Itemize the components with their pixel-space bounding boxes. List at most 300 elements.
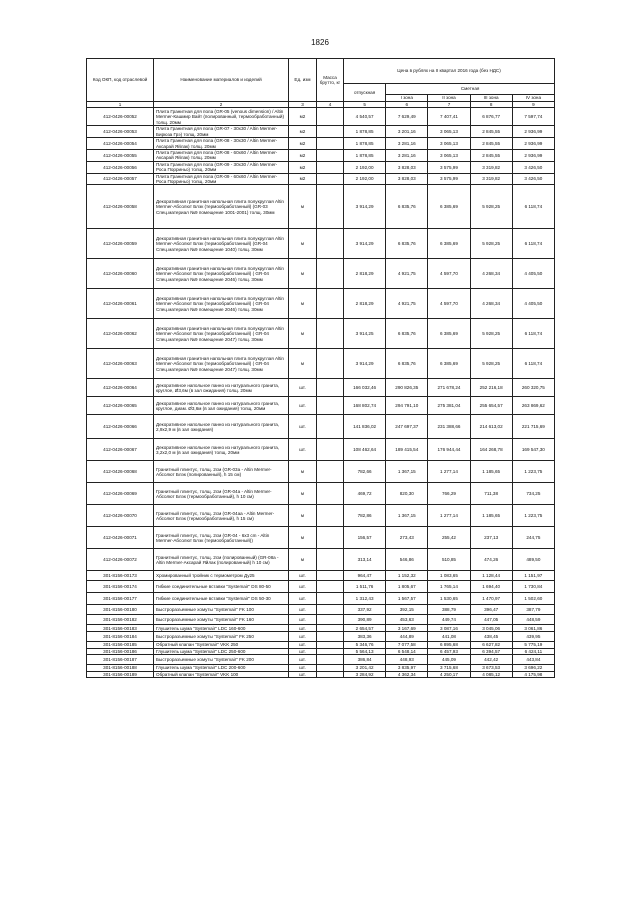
- table-row: [87, 319, 555, 349]
- cell-zone2-price: 271 678,24: [428, 379, 470, 397]
- cell-unit: шт.: [289, 397, 317, 415]
- cell-unit: м2: [289, 108, 317, 126]
- cell-mass: [317, 461, 344, 483]
- cell-release-price: 2 818,29: [344, 259, 386, 289]
- cell-code: 301-8156-00177: [87, 593, 154, 605]
- cell-mass: [317, 319, 344, 349]
- cell-zone4-price: 6 118,74: [512, 229, 554, 259]
- cell-name: Декоративная гранитная напольная плита полукруглая Altin Mermer-Абсолют Блэк (термообработанный) (GR-03 Спец.материал №9 помещение 1001-2001) толщ. 30мм: [154, 185, 289, 229]
- table-row: [87, 185, 555, 229]
- table-row: [87, 581, 555, 593]
- cell-mass: [317, 581, 344, 593]
- cell-release-price: 156,57: [344, 527, 386, 549]
- cell-release-price: 1 878,85: [344, 138, 386, 150]
- cell-mass: [317, 483, 344, 505]
- cell-zone1-price: 1 567,57: [386, 593, 428, 605]
- cell-zone3-price: 474,26: [470, 549, 512, 571]
- cell-name: Декоративная гранитная напольная плита полукруглая Altin Mermer-Абсолют Блэк (термообработанный) (GR-04 Спец.материал №9 помещение 1040) толщ. 30мм: [154, 229, 289, 259]
- cell-code: 412-0426-00072: [87, 549, 154, 571]
- header-release: отпускная: [344, 84, 386, 102]
- cell-zone3-price: 255 654,57: [470, 397, 512, 415]
- table-row: [87, 632, 555, 642]
- cell-zone2-price: 3 065,13: [428, 150, 470, 162]
- cell-zone2-price: 1 277,14: [428, 505, 470, 527]
- table-row: [87, 397, 555, 415]
- cell-code: 301-8156-00188: [87, 665, 154, 671]
- cell-name: Быстроразъемные хомуты "Systemair" FK 250: [154, 632, 289, 642]
- cell-unit: м2: [289, 126, 317, 138]
- cell-release-price: 469,72: [344, 483, 386, 505]
- cell-zone3-price: 3 673,53: [470, 665, 512, 671]
- cell-code: 412-0426-00066: [87, 415, 154, 439]
- cell-name: Обратный клапан "Systemair" VKK 100: [154, 671, 289, 677]
- cell-zone4-price: 6 118,74: [512, 185, 554, 229]
- cell-mass: [317, 289, 344, 319]
- cell-zone2-price: 1 530,65: [428, 593, 470, 605]
- colnum: 4: [317, 102, 344, 108]
- cell-zone1-price: 4 362,34: [386, 671, 428, 677]
- cell-zone2-price: 275 381,04: [428, 397, 470, 415]
- cell-mass: [317, 150, 344, 162]
- cell-zone4-price: 439,95: [512, 632, 554, 642]
- cell-zone1-price: 3 835,97: [386, 665, 428, 671]
- cell-zone4-price: 3 696,22: [512, 665, 554, 671]
- cell-code: 412-0426-00053: [87, 126, 154, 138]
- header-mass: Масса брутто, кг: [317, 59, 344, 102]
- table-row: [87, 229, 555, 259]
- cell-zone3-price: 5 928,25: [470, 319, 512, 349]
- cell-zone1-price: 3 201,16: [386, 126, 428, 138]
- cell-release-price: 166 032,46: [344, 379, 386, 397]
- cell-zone2-price: 6 385,69: [428, 349, 470, 379]
- cell-code: 412-0426-00057: [87, 173, 154, 185]
- cell-code: 301-8156-00185: [87, 642, 154, 648]
- cell-code: 412-0426-00069: [87, 483, 154, 505]
- cell-zone2-price: 1 083,65: [428, 571, 470, 581]
- cell-zone2-price: 1 277,14: [428, 461, 470, 483]
- cell-zone2-price: 4 597,70: [428, 289, 470, 319]
- cell-zone2-price: 4 597,70: [428, 259, 470, 289]
- header-price-group: Цена в рублях на II квартал 2016 года (без НДС): [344, 59, 555, 84]
- price-table: [86, 58, 555, 678]
- cell-name: Быстроразъемные хомуты "Systemair" FK 200: [154, 655, 289, 665]
- cell-name: Декоративное напольное панно из натурального гранита, 2,9x2,9 м (в зал ожидания): [154, 415, 289, 439]
- cell-zone3-price: 447,05: [470, 615, 512, 625]
- cell-zone2-price: 1 765,14: [428, 581, 470, 593]
- cell-unit: шт.: [289, 665, 317, 671]
- cell-unit: м: [289, 229, 317, 259]
- cell-zone3-price: 6 627,82: [470, 642, 512, 648]
- colnum: 6: [386, 102, 428, 108]
- cell-zone1-price: 3 167,69: [386, 625, 428, 632]
- cell-zone4-price: 1 223,75: [512, 505, 554, 527]
- cell-unit: шт.: [289, 625, 317, 632]
- table-row: [87, 605, 555, 615]
- cell-release-price: 5 346,76: [344, 642, 386, 648]
- cell-name: Плита Гранитная для пола (GR-08 - 30x30 / Altin Mermer-Аксарай Яйлак) толщ. 20мм: [154, 138, 289, 150]
- cell-unit: шт.: [289, 605, 317, 615]
- colnum: 7: [428, 102, 470, 108]
- cell-zone3-price: 5 928,25: [470, 185, 512, 229]
- cell-name: Декоративное напольное панно из натурального гранита, круглое, Ø3,6м (в зал ожидания) толщ. 20мм: [154, 379, 289, 397]
- cell-code: 412-0426-00067: [87, 439, 154, 461]
- cell-zone2-price: 766,29: [428, 483, 470, 505]
- table-body: [87, 108, 555, 678]
- cell-zone3-price: 2 845,55: [470, 126, 512, 138]
- cell-release-price: 2 654,57: [344, 625, 386, 632]
- cell-name: Гранитный плинтус, толщ. 2см (GR-04a - Altin Mermer-Абсолют Блэк (термообработанный), h 10 см): [154, 483, 289, 505]
- cell-zone3-price: 1 128,44: [470, 571, 512, 581]
- cell-release-price: 1 878,85: [344, 126, 386, 138]
- cell-zone4-price: 4 405,50: [512, 259, 554, 289]
- cell-zone4-price: 5 775,19: [512, 642, 554, 648]
- cell-zone1-price: 6 548,14: [386, 648, 428, 654]
- colnum: 1: [87, 102, 154, 108]
- cell-unit: м: [289, 185, 317, 229]
- cell-name: Гранитный плинтус, толщ. 2см (GR-04 - 6x3 cm - Altin Mermer-Абсолют Блэк (термообработанный)): [154, 527, 289, 549]
- cell-code: 301-8156-00184: [87, 632, 154, 642]
- colnum: 8: [470, 102, 512, 108]
- cell-name: Плита Гранитная для пола (GR-07 - 30x30 / Altin Mermer-Бирюза Грэ) толщ. 20мм: [154, 126, 289, 138]
- cell-zone1-price: 3 828,03: [386, 161, 428, 173]
- table-row: [87, 461, 555, 483]
- cell-zone1-price: 7 629,49: [386, 108, 428, 126]
- table-row: [87, 126, 555, 138]
- table-row: [87, 173, 555, 185]
- cell-zone1-price: 290 826,35: [386, 379, 428, 397]
- cell-mass: [317, 605, 344, 615]
- cell-zone3-price: 6 876,77: [470, 108, 512, 126]
- cell-mass: [317, 229, 344, 259]
- cell-zone2-price: 6 385,69: [428, 319, 470, 349]
- cell-code: 412-0426-00061: [87, 289, 154, 319]
- cell-unit: шт.: [289, 615, 317, 625]
- cell-zone2-price: 445,09: [428, 655, 470, 665]
- cell-zone1-price: 1 805,67: [386, 581, 428, 593]
- cell-unit: м: [289, 289, 317, 319]
- cell-zone3-price: 3 319,82: [470, 161, 512, 173]
- cell-code: 412-0426-00058: [87, 185, 154, 229]
- cell-mass: [317, 126, 344, 138]
- header-zone4: IV зона: [512, 95, 554, 102]
- cell-zone1-price: 273,43: [386, 527, 428, 549]
- table-row: [87, 549, 555, 571]
- cell-release-price: 1 878,85: [344, 150, 386, 162]
- cell-name: Декоративная гранитная напольная плита полукруглая Altin Mermer-Абсолют Блэк (термообработанный) ( GR-04 Спец.материал №9 помещение 2046) толщ. 30мм: [154, 289, 289, 319]
- table-row: [87, 655, 555, 665]
- cell-name: Быстроразъемные хомуты "Systemair" FK 160: [154, 615, 289, 625]
- cell-unit: м: [289, 527, 317, 549]
- cell-mass: [317, 259, 344, 289]
- cell-zone4-price: 7 597,74: [512, 108, 554, 126]
- cell-zone1-price: 392,15: [386, 605, 428, 615]
- cell-mass: [317, 655, 344, 665]
- header-unit: Ед. изм: [289, 59, 317, 102]
- cell-release-price: 3 201,42: [344, 665, 386, 671]
- cell-zone1-price: 6 835,76: [386, 229, 428, 259]
- cell-release-price: 782,66: [344, 461, 386, 483]
- cell-zone4-price: 3 426,50: [512, 173, 554, 185]
- cell-zone3-price: 1 694,40: [470, 581, 512, 593]
- cell-name: Обратный клапан "Systemair" VKK 250: [154, 642, 289, 648]
- cell-zone4-price: 2 936,99: [512, 126, 554, 138]
- cell-code: 412-0426-00055: [87, 150, 154, 162]
- table-row: [87, 415, 555, 439]
- table-row: [87, 289, 555, 319]
- cell-code: 301-8156-00173: [87, 571, 154, 581]
- cell-code: 301-8156-00187: [87, 655, 154, 665]
- cell-mass: [317, 439, 344, 461]
- cell-zone2-price: 3 065,13: [428, 138, 470, 150]
- cell-zone3-price: 164 268,78: [470, 439, 512, 461]
- cell-zone3-price: 438,45: [470, 632, 512, 642]
- cell-zone4-price: 1 223,75: [512, 461, 554, 483]
- cell-zone2-price: 255,42: [428, 527, 470, 549]
- cell-release-price: 782,86: [344, 505, 386, 527]
- cell-zone4-price: 489,50: [512, 549, 554, 571]
- cell-code: 412-0426-00052: [87, 108, 154, 126]
- cell-unit: м: [289, 319, 317, 349]
- cell-zone2-price: 6 895,68: [428, 642, 470, 648]
- cell-release-price: 4 540,57: [344, 108, 386, 126]
- cell-code: 412-0426-00060: [87, 259, 154, 289]
- cell-zone3-price: 3 319,82: [470, 173, 512, 185]
- table-row: [87, 505, 555, 527]
- cell-zone1-price: 448,93: [386, 655, 428, 665]
- cell-zone4-price: 1 502,60: [512, 593, 554, 605]
- cell-code: 301-8156-00180: [87, 605, 154, 615]
- cell-release-price: 3 914,25: [344, 319, 386, 349]
- table-row: [87, 527, 555, 549]
- page-number: 1826: [311, 38, 329, 47]
- cell-zone2-price: 6 385,69: [428, 185, 470, 229]
- cell-mass: [317, 379, 344, 397]
- header-estimate: Сметная: [386, 84, 555, 95]
- cell-zone4-price: 1 730,84: [512, 581, 554, 593]
- cell-release-price: 313,14: [344, 549, 386, 571]
- table-row: [87, 150, 555, 162]
- cell-zone1-price: 3 281,16: [386, 138, 428, 150]
- cell-mass: [317, 138, 344, 150]
- cell-zone1-price: 1 152,32: [386, 571, 428, 581]
- table-row: [87, 593, 555, 605]
- cell-zone1-price: 453,63: [386, 615, 428, 625]
- cell-name: Глушитель шума "Systemair" LDC 160-600: [154, 625, 289, 632]
- cell-zone1-price: 546,86: [386, 549, 428, 571]
- cell-zone1-price: 6 835,76: [386, 185, 428, 229]
- cell-release-price: 3 914,29: [344, 349, 386, 379]
- cell-name: Хромированный тройник с термометром Ду25: [154, 571, 289, 581]
- table-header: [87, 59, 555, 108]
- cell-unit: м2: [289, 150, 317, 162]
- cell-mass: [317, 415, 344, 439]
- cell-release-price: 337,92: [344, 605, 386, 615]
- cell-release-price: 108 462,64: [344, 439, 386, 461]
- cell-name: Декоративная гранитная напольная плита полукруглая Altin Mermer-Абсолют Блэк (термообработанный) ( GR-04 Спец.материал №9 помещение 2047) толщ. 30мм: [154, 349, 289, 379]
- table-row: [87, 108, 555, 126]
- cell-zone2-price: 6 385,69: [428, 229, 470, 259]
- cell-unit: шт.: [289, 593, 317, 605]
- cell-name: Гибкие соединительные вставки "Systemair" DS 80-50: [154, 581, 289, 593]
- cell-zone3-price: 1 185,65: [470, 461, 512, 483]
- cell-unit: шт.: [289, 648, 317, 654]
- cell-code: 412-0426-00056: [87, 161, 154, 173]
- cell-zone1-price: 294 791,10: [386, 397, 428, 415]
- cell-release-price: 1 511,76: [344, 581, 386, 593]
- cell-zone1-price: 3 828,03: [386, 173, 428, 185]
- cell-unit: шт.: [289, 632, 317, 642]
- cell-zone2-price: 3 065,13: [428, 126, 470, 138]
- cell-zone4-price: 448,59: [512, 615, 554, 625]
- header-zone2: II зона: [428, 95, 470, 102]
- cell-unit: м: [289, 349, 317, 379]
- cell-release-price: 964,47: [344, 571, 386, 581]
- cell-unit: м2: [289, 161, 317, 173]
- cell-zone2-price: 6 457,93: [428, 648, 470, 654]
- cell-zone3-price: 214 613,02: [470, 415, 512, 439]
- cell-release-price: 3 914,29: [344, 185, 386, 229]
- cell-mass: [317, 349, 344, 379]
- cell-name: Декоративная гранитная напольная плита полукруглая Altin Mermer-Абсолют Блэк (термообработанный) ( GR-04 Спец.материал №9 помещение 2047) толщ. 30мм: [154, 319, 289, 349]
- cell-unit: м: [289, 483, 317, 505]
- cell-code: 301-8156-00182: [87, 615, 154, 625]
- cell-release-price: 2 192,00: [344, 173, 386, 185]
- cell-zone3-price: 6 394,57: [470, 648, 512, 654]
- cell-zone4-price: 1 151,97: [512, 571, 554, 581]
- cell-name: Глушитель шума "Systemair" LDC 200-600: [154, 665, 289, 671]
- cell-code: 412-0426-00062: [87, 319, 154, 349]
- cell-zone3-price: 3 045,06: [470, 625, 512, 632]
- cell-code: 301-8156-00183: [87, 625, 154, 632]
- cell-zone2-price: 7 407,41: [428, 108, 470, 126]
- cell-zone3-price: 1 185,65: [470, 505, 512, 527]
- cell-zone3-price: 5 928,25: [470, 349, 512, 379]
- cell-zone4-price: 4 175,98: [512, 671, 554, 677]
- cell-name: Плита Гранитная для пола (GR-09 - 30x30 / Altin Mermer-Роса Порриньо) толщ. 20мм: [154, 161, 289, 173]
- cell-zone4-price: 2 936,99: [512, 138, 554, 150]
- cell-mass: [317, 161, 344, 173]
- cell-name: Плита Гранитная для пола (GR-08 - 60x60 / Altin Mermer-Аксарай Яйлак) толщ. 20мм: [154, 150, 289, 162]
- cell-unit: шт.: [289, 581, 317, 593]
- cell-mass: [317, 173, 344, 185]
- cell-mass: [317, 397, 344, 415]
- cell-zone4-price: 734,25: [512, 483, 554, 505]
- cell-zone1-price: 247 697,37: [386, 415, 428, 439]
- cell-zone1-price: 1 367,15: [386, 461, 428, 483]
- cell-release-price: 3 284,92: [344, 671, 386, 677]
- cell-unit: шт.: [289, 642, 317, 648]
- cell-zone3-price: 2 845,55: [470, 138, 512, 150]
- cell-code: 412-0426-00070: [87, 505, 154, 527]
- cell-code: 412-0426-00071: [87, 527, 154, 549]
- cell-mass: [317, 549, 344, 571]
- table-row: [87, 571, 555, 581]
- cell-zone1-price: 1 367,15: [386, 505, 428, 527]
- cell-release-price: 390,89: [344, 615, 386, 625]
- cell-mass: [317, 625, 344, 632]
- cell-zone3-price: 252 216,18: [470, 379, 512, 397]
- cell-zone4-price: 3 426,50: [512, 161, 554, 173]
- cell-unit: м2: [289, 173, 317, 185]
- cell-unit: шт.: [289, 655, 317, 665]
- cell-release-price: 2 818,29: [344, 289, 386, 319]
- cell-zone2-price: 510,85: [428, 549, 470, 571]
- cell-unit: м: [289, 505, 317, 527]
- table-row: [87, 138, 555, 150]
- cell-zone3-price: 711,38: [470, 483, 512, 505]
- cell-zone1-price: 6 835,76: [386, 349, 428, 379]
- cell-zone4-price: 6 118,74: [512, 319, 554, 349]
- cell-zone4-price: 4 405,50: [512, 289, 554, 319]
- cell-mass: [317, 505, 344, 527]
- cell-zone3-price: 396,47: [470, 605, 512, 615]
- cell-name: Гранитный плинтус, толщ. 2см (GR-03a - Altin Mermer-Абсолют Блэк (полированный), h 15 см): [154, 461, 289, 483]
- cell-name: Быстроразъемные хомуты "Systemair" FK 100: [154, 605, 289, 615]
- cell-code: 412-0426-00064: [87, 379, 154, 397]
- cell-zone2-price: 3 575,99: [428, 161, 470, 173]
- table-row: [87, 439, 555, 461]
- cell-name: Гранитный плинтус, толщ. 2см (полированный) (GR-08a - Altin Mermer-Аксарай Яйлак (полированный) h 10 см): [154, 549, 289, 571]
- cell-zone2-price: 231 388,66: [428, 415, 470, 439]
- cell-release-price: 3 914,29: [344, 229, 386, 259]
- cell-name: Плита Гранитная для пола (GR-09 - 60x60 / Altin Mermer-Роса Порриньо) толщ. 20мм: [154, 173, 289, 185]
- cell-zone3-price: 442,42: [470, 655, 512, 665]
- cell-zone2-price: 441,08: [428, 632, 470, 642]
- cell-code: 412-0426-00068: [87, 461, 154, 483]
- cell-code: 412-0426-00059: [87, 229, 154, 259]
- table-row: [87, 259, 555, 289]
- cell-zone1-price: 4 921,75: [386, 259, 428, 289]
- cell-zone2-price: 449,74: [428, 615, 470, 625]
- table-row: [87, 349, 555, 379]
- cell-zone2-price: 4 250,17: [428, 671, 470, 677]
- cell-zone1-price: 3 281,16: [386, 150, 428, 162]
- cell-mass: [317, 108, 344, 126]
- cell-zone3-price: 4 268,34: [470, 259, 512, 289]
- cell-name: Декоративное напольное панно из натурального гранита, 3,2x2,0 м (в зал ожидания) толщ. 20мм: [154, 439, 289, 461]
- cell-zone4-price: 2 936,99: [512, 150, 554, 162]
- cell-name: Гранитный плинтус, толщ. 2см (GR-04aa - Altin Mermer-Абсолют Блэк (термообработанный), h 15 см): [154, 505, 289, 527]
- table-row: [87, 161, 555, 173]
- cell-zone2-price: 388,79: [428, 605, 470, 615]
- cell-release-price: 168 802,74: [344, 397, 386, 415]
- cell-mass: [317, 593, 344, 605]
- cell-unit: шт.: [289, 379, 317, 397]
- table-row: [87, 615, 555, 625]
- cell-zone1-price: 820,30: [386, 483, 428, 505]
- cell-mass: [317, 632, 344, 642]
- cell-zone2-price: 3 087,16: [428, 625, 470, 632]
- cell-zone4-price: 263 869,62: [512, 397, 554, 415]
- cell-zone1-price: 189 415,54: [386, 439, 428, 461]
- cell-mass: [317, 527, 344, 549]
- cell-unit: шт.: [289, 415, 317, 439]
- cell-mass: [317, 571, 344, 581]
- cell-zone4-price: 169 547,30: [512, 439, 554, 461]
- table-row: [87, 671, 555, 677]
- cell-unit: шт.: [289, 571, 317, 581]
- cell-code: 412-0426-00065: [87, 397, 154, 415]
- cell-name: Декоративное напольное панно из натурального гранита, круглое, диам. Ø3,6м (в зал ожидания) толщ. 20мм: [154, 397, 289, 415]
- cell-name: Плита Гранитная для пола (GR-05 (venous dimension) / Altin Mermer-Кашмир Вайт (полированный, термообработанный) толщ. 20мм: [154, 108, 289, 126]
- colnum: 3: [289, 102, 317, 108]
- cell-mass: [317, 615, 344, 625]
- cell-zone4-price: 387,79: [512, 605, 554, 615]
- cell-zone2-price: 3 575,99: [428, 173, 470, 185]
- cell-zone1-price: 4 921,75: [386, 289, 428, 319]
- cell-code: 301-8156-00174: [87, 581, 154, 593]
- cell-mass: [317, 671, 344, 677]
